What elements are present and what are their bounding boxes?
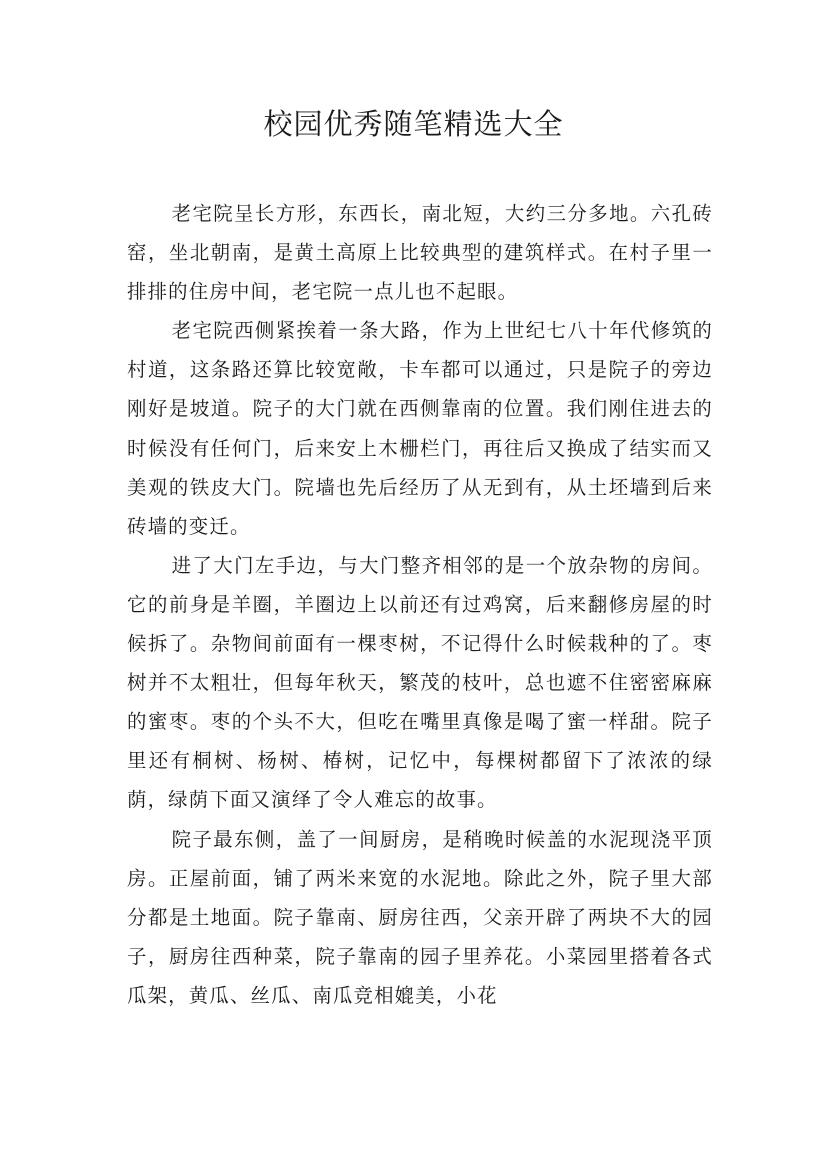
page-title: 校园优秀随笔精选大全 xyxy=(263,107,564,141)
article-body xyxy=(127,194,713,1015)
paragraph-1: 老宅院呈长方形，东西长，南北短，大约三分多地。六孔砖窑，坐北朝南，是黄土高原上比较典型的建筑样式。在村子里一排排的住房中间，老宅院一点儿也不起眼。 xyxy=(127,202,713,304)
paragraph-4: 院子最东侧，盖了一间厨房，是稍晚时候盖的水泥现浇平顶房。正屋前面，铺了两米来宽的水泥地。除此之外，院子里大部分都是土地面。院子靠南、厨房往西，父亲开辟了两块不大的园子，厨房往西种菜，院子靠南的园子里养花。小菜园里搭着各式瓜架，黄瓜、丝瓜、南瓜竞相媲美，小花 xyxy=(127,827,713,1007)
paragraph-3: 进了大门左手边，与大门整齐相邻的是一个放杂物的房间。它的前身是羊圈，羊圈边上以前还有过鸡窝，后来翻修房屋的时候拆了。杂物间前面有一棵枣树，不记得什么时候栽种的了。枣树并不太粗壮，但每年秋天，繁茂的枝叶，总也遮不住密密麻麻的蜜枣。枣的个头不大，但吃在嘴里真像是喝了蜜一样甜。院子里还有桐树、杨树、椿树，记忆中，每棵树都留下了浓浓的绿荫，绿荫下面又演绎了令人难忘的故事。 xyxy=(127,553,713,812)
paragraph-2: 老宅院西侧紧挨着一条大路，作为上世纪七八十年代修筑的村道，这条路还算比较宽敞，卡车都可以通过，只是院子的旁边刚好是坡道。院子的大门就在西侧靠南的位置。我们刚住进去的时候没有任何门，后来安上木栅栏门，再往后又换成了结实而又美观的铁皮大门。院墙也先后经历了从无到有，从土坯墙到后来砖墙的变迁。 xyxy=(127,319,713,538)
